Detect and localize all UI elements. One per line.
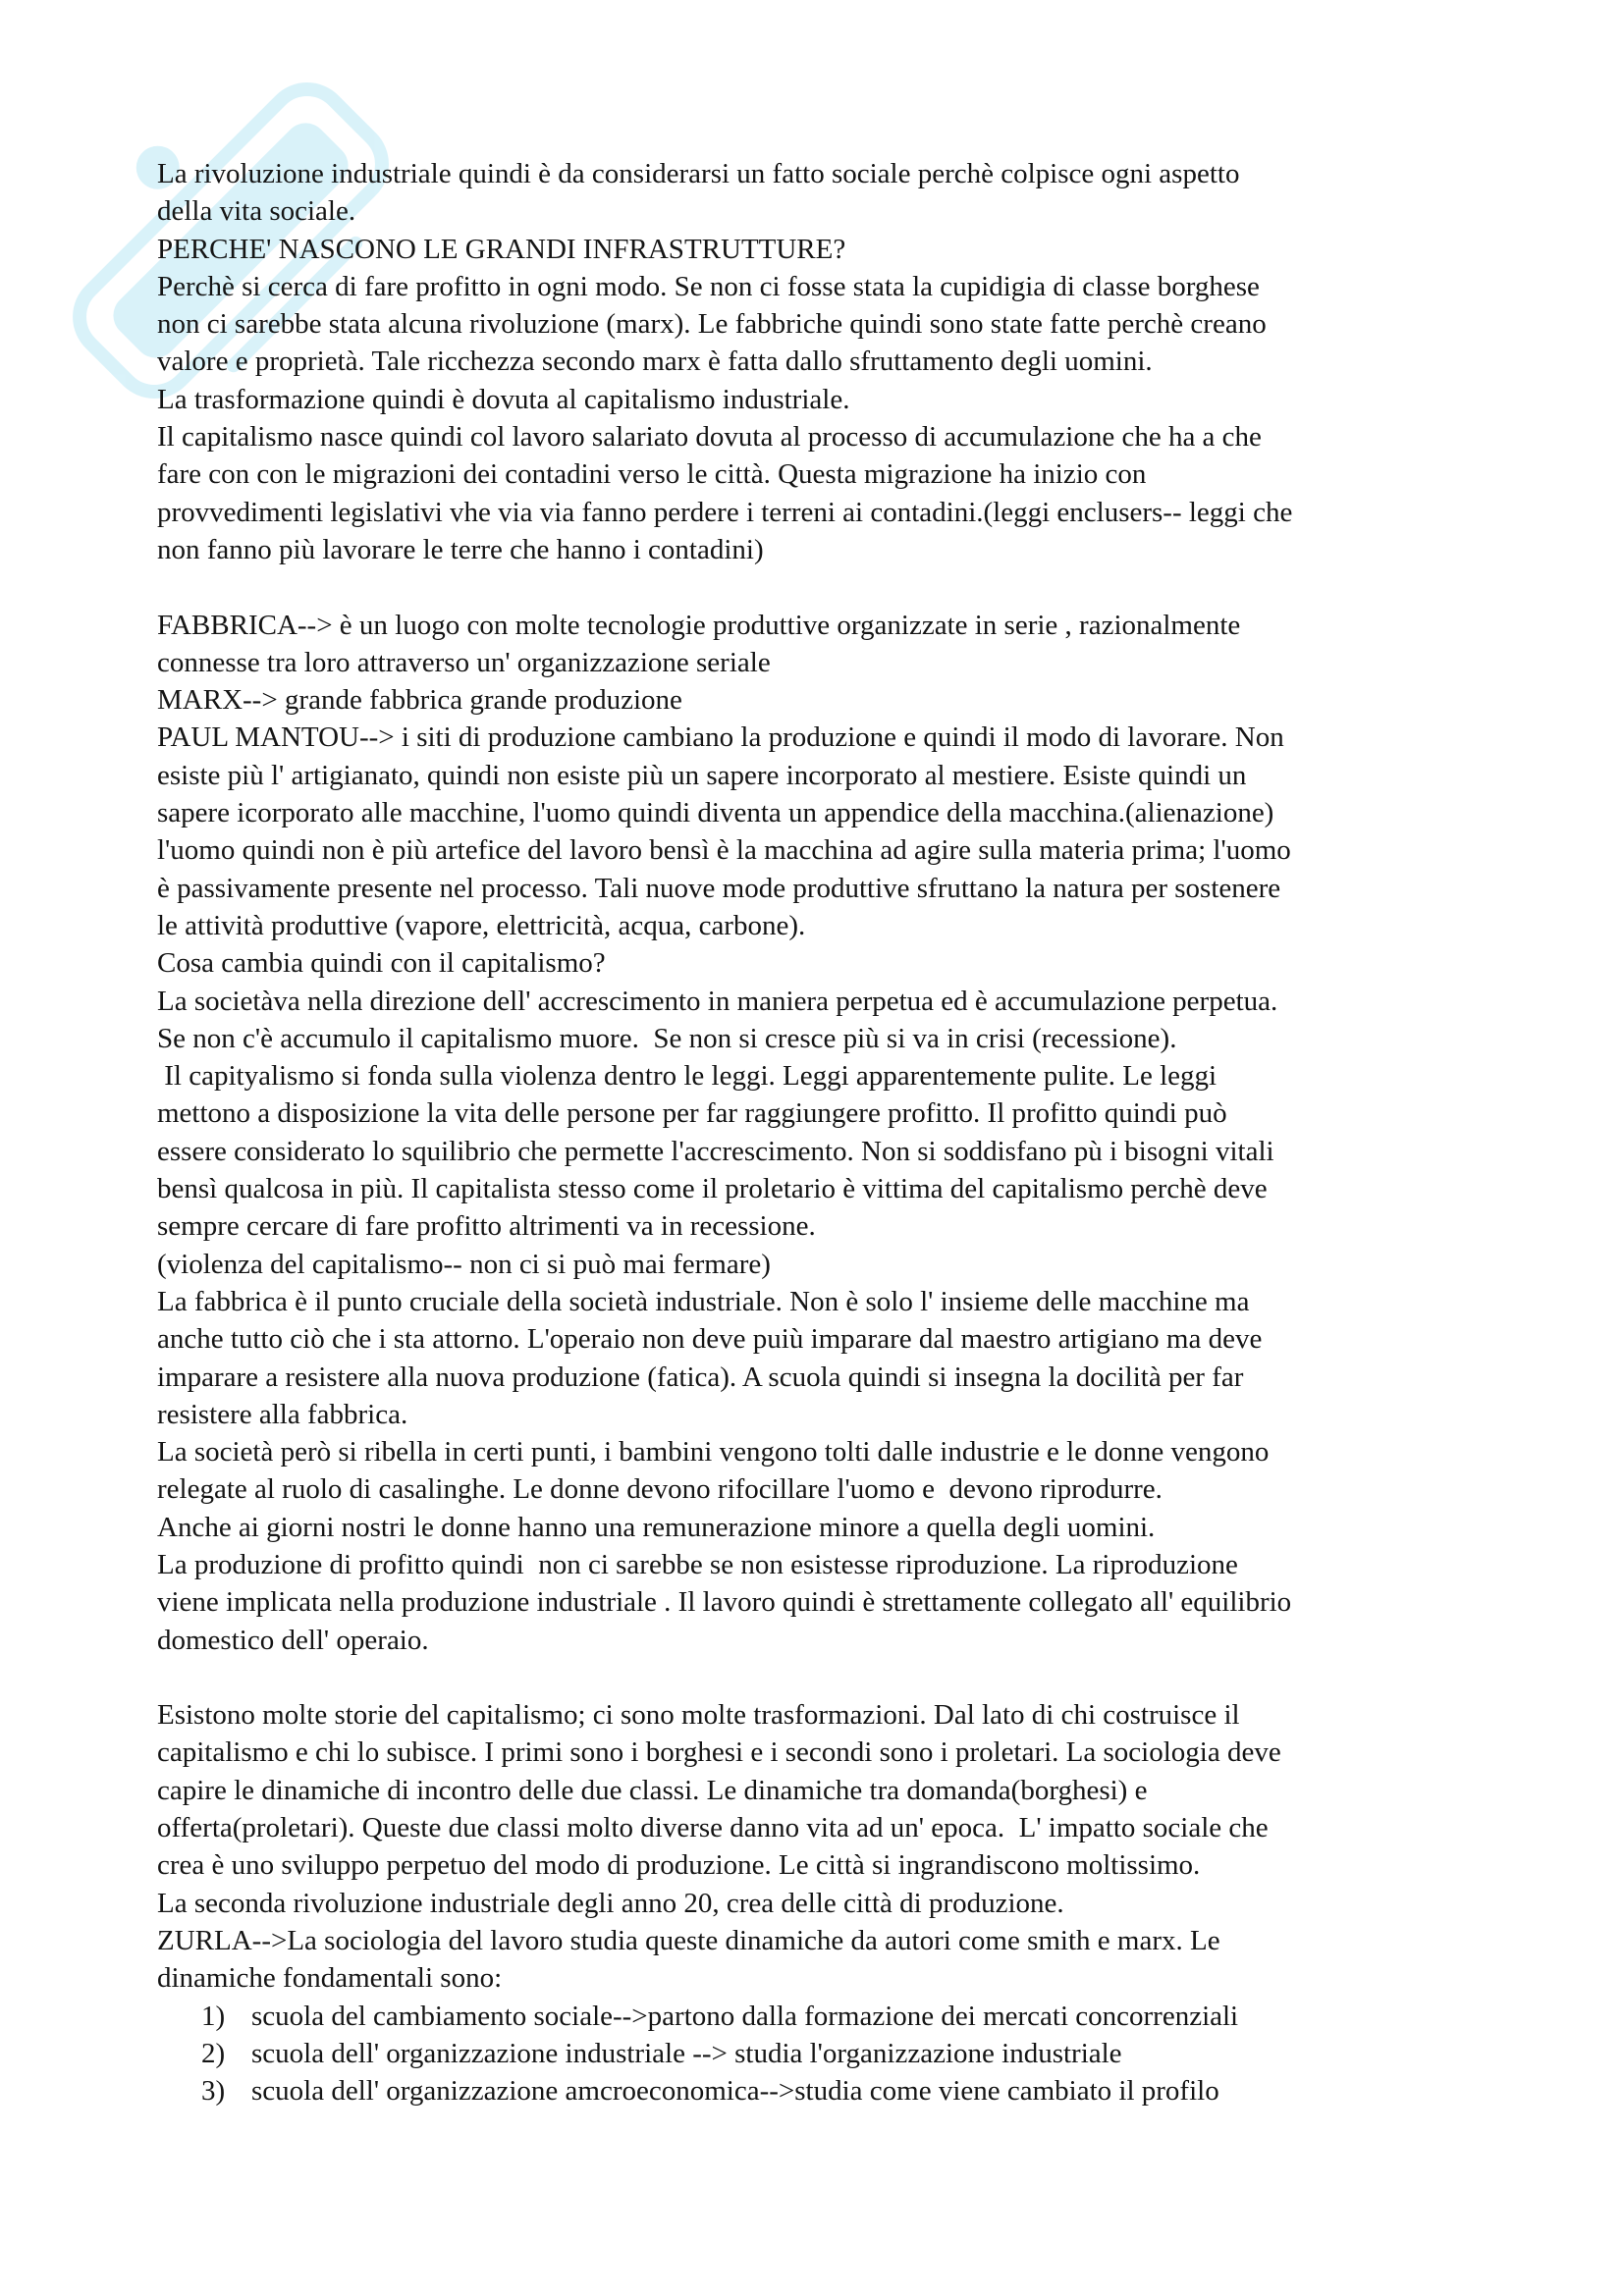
text-line: La società però si ribella in certi punti, i bambini vengono tolti dalle industrie e le donne vengono bbox=[157, 1436, 1270, 1468]
list-item-number: 3) bbox=[201, 2075, 226, 2108]
text-line: le attività produttive (vapore, elettricità, acqua, carbone). bbox=[157, 909, 806, 941]
text-line bbox=[157, 568, 1512, 606]
text-line: crea è uno sviluppo perpetuo del modo di produzione. Le città si ingrandiscono moltissimo. bbox=[157, 1849, 1201, 1882]
text-line: Il capitalismo nasce quindi col lavoro salariato dovuta al processo di accumulazione che ha a che bbox=[157, 421, 1262, 454]
text-line: imparare a resistere alla nuova produzione (fatica). A scuola quindi si insegna la docilità per far bbox=[157, 1361, 1244, 1393]
text-line: Perchè si cerca di fare profitto in ogni modo. Se non ci fosse stata la cupidigia di classe borghese bbox=[157, 270, 1260, 302]
list-item bbox=[157, 1998, 1512, 2035]
document-body bbox=[157, 155, 1512, 2109]
text-line: connesse tra loro attraverso un' organizzazione seriale bbox=[157, 646, 771, 678]
list-item-text: scuola dell' organizzazione industriale --> studia l'organizzazione industriale bbox=[251, 2037, 1122, 2069]
text-line: valore e proprietà. Tale ricchezza secondo marx è fatta dallo sfruttamento degli uomini. bbox=[157, 346, 1153, 378]
list-item-text: scuola dell' organizzazione amcroeconomica-->studia come viene cambiato il profilo bbox=[251, 2075, 1219, 2108]
text-line: viene implicata nella produzione industriale . Il lavoro quindi è strettamente collegato all' equilibrio bbox=[157, 1586, 1292, 1619]
text-line: resistere alla fabbrica. bbox=[157, 1398, 408, 1430]
text-line: Anche ai giorni nostri le donne hanno una remunerazione minore a quella degli uomini. bbox=[157, 1511, 1156, 1543]
text-line: (violenza del capitalismo-- non ci si può mai fermare) bbox=[157, 1248, 771, 1280]
text-line: esiste più l' artigianato, quindi non esiste più un sapere incorporato al mestiere. Esiste quindi un bbox=[157, 759, 1247, 791]
text-line: MARX--> grande fabbrica grande produzione bbox=[157, 684, 682, 717]
text-line: ZURLA-->La sociologia del lavoro studia queste dinamiche da autori come smith e marx. Le bbox=[157, 1924, 1220, 1956]
text-line: La rivoluzione industriale quindi è da considerarsi un fatto sociale perchè colpisce ogni aspetto bbox=[157, 158, 1240, 189]
numbered-list bbox=[157, 1998, 1512, 2110]
text-line: PAUL MANTOU--> i siti di produzione cambiano la produzione e quindi il modo di lavorare. Non bbox=[157, 721, 1284, 754]
text-line bbox=[157, 1659, 1512, 1696]
text-line: La seconda rivoluzione industriale degli anno 20, crea delle città di produzione. bbox=[157, 1887, 1064, 1919]
text-line: sapere icorporato alle macchine, l'uomo quindi diventa un appendice della macchina.(alienazione) bbox=[157, 797, 1274, 829]
list-item-number: 2) bbox=[201, 2037, 226, 2069]
list-item-text: scuola del cambiamento sociale-->partono dalla formazione dei mercati concorrenziali bbox=[251, 2000, 1239, 2032]
text-line: fare con con le migrazioni dei contadini verso le città. Questa migrazione ha inizio con bbox=[157, 458, 1147, 491]
text-line: offerta(proletari). Queste due classi molto diverse danno vita ad un' epoca. L' impatto sociale che bbox=[157, 1812, 1269, 1844]
text-line: Se non c'è accumulo il capitalismo muore. Se non si cresce più si va in crisi (recessione). bbox=[157, 1022, 1177, 1054]
text-line: relegate al ruolo di casalinghe. Le donne devono rifocillare l'uomo e devono riprodurre. bbox=[157, 1473, 1163, 1506]
list-item bbox=[157, 2035, 1512, 2072]
text-line: sempre cercare di fare profitto altrimenti va in recessione. bbox=[157, 1210, 816, 1243]
text-line: La fabbrica è il punto cruciale della società industriale. Non è solo l' insieme delle macchine ma bbox=[157, 1285, 1250, 1317]
text-line: anche tutto ciò che i sta attorno. L'operaio non deve puiù imparare dal maestro artigiano ma deve bbox=[157, 1323, 1263, 1356]
text-line: non ci sarebbe stata alcuna rivoluzione (marx). Le fabbriche quindi sono state fatte perchè creano bbox=[157, 308, 1267, 341]
text-line: La trasformazione quindi è dovuta al capitalismo industriale. bbox=[157, 383, 850, 415]
text-line: La societàva nella direzione dell' accrescimento in maniera perpetua ed è accumulazione perpetua. bbox=[157, 985, 1278, 1017]
text-line: essere considerato lo squilibrio che permette l'accrescimento. Non si soddisfano pù i bisogni vitali bbox=[157, 1135, 1274, 1167]
paragraph-lines bbox=[157, 155, 1512, 1998]
text-line: l'uomo quindi non è più artefice del lavoro bensì è la macchina ad agire sulla materia prima; l'uomo bbox=[157, 834, 1291, 867]
text-line: è passivamente presente nel processo. Tali nuove mode produttive sfruttano la natura per sostenere bbox=[157, 872, 1281, 904]
text-line: domestico dell' operaio. bbox=[157, 1624, 429, 1656]
list-item bbox=[157, 2072, 1512, 2109]
text-line: bensì qualcosa in più. Il capitalista stesso come il proletario è vittima del capitalismo perchè deve bbox=[157, 1173, 1268, 1205]
text-line: FABBRICA--> è un luogo con molte tecnologie produttive organizzate in serie , razionalmente bbox=[157, 609, 1241, 641]
text-line: della vita sociale. bbox=[157, 195, 356, 228]
text-line: Il capityalismo si fonda sulla violenza dentro le leggi. Leggi apparentemente pulite. Le leggi bbox=[157, 1060, 1217, 1093]
text-line: PERCHE' NASCONO LE GRANDI INFRASTRUTTURE? bbox=[157, 233, 846, 265]
text-line: non fanno più lavorare le terre che hanno i contadini) bbox=[157, 533, 764, 565]
text-line: Esistono molte storie del capitalismo; ci sono molte trasformazioni. Dal lato di chi costruisce il bbox=[157, 1699, 1240, 1732]
text-line: Cosa cambia quindi con il capitalismo? bbox=[157, 947, 606, 980]
list-item-number: 1) bbox=[201, 2000, 226, 2032]
text-line: provvedimenti legislativi vhe via via fanno perdere i terreni ai contadini.(leggi enclusers-- leggi che bbox=[157, 496, 1293, 528]
text-line: La produzione di profitto quindi non ci sarebbe se non esistesse riproduzione. La riproduzione bbox=[157, 1548, 1238, 1580]
text-line: mettono a disposizione la vita delle persone per far raggiungere profitto. Il profitto quindi può bbox=[157, 1097, 1227, 1130]
text-line: capitalismo e chi lo subisce. I primi sono i borghesi e i secondi sono i proletari. La sociologia deve bbox=[157, 1736, 1281, 1769]
text-line: capire le dinamiche di incontro delle due classi. Le dinamiche tra domanda(borghesi) e bbox=[157, 1774, 1148, 1806]
text-line: dinamiche fondamentali sono: bbox=[157, 1962, 503, 1995]
